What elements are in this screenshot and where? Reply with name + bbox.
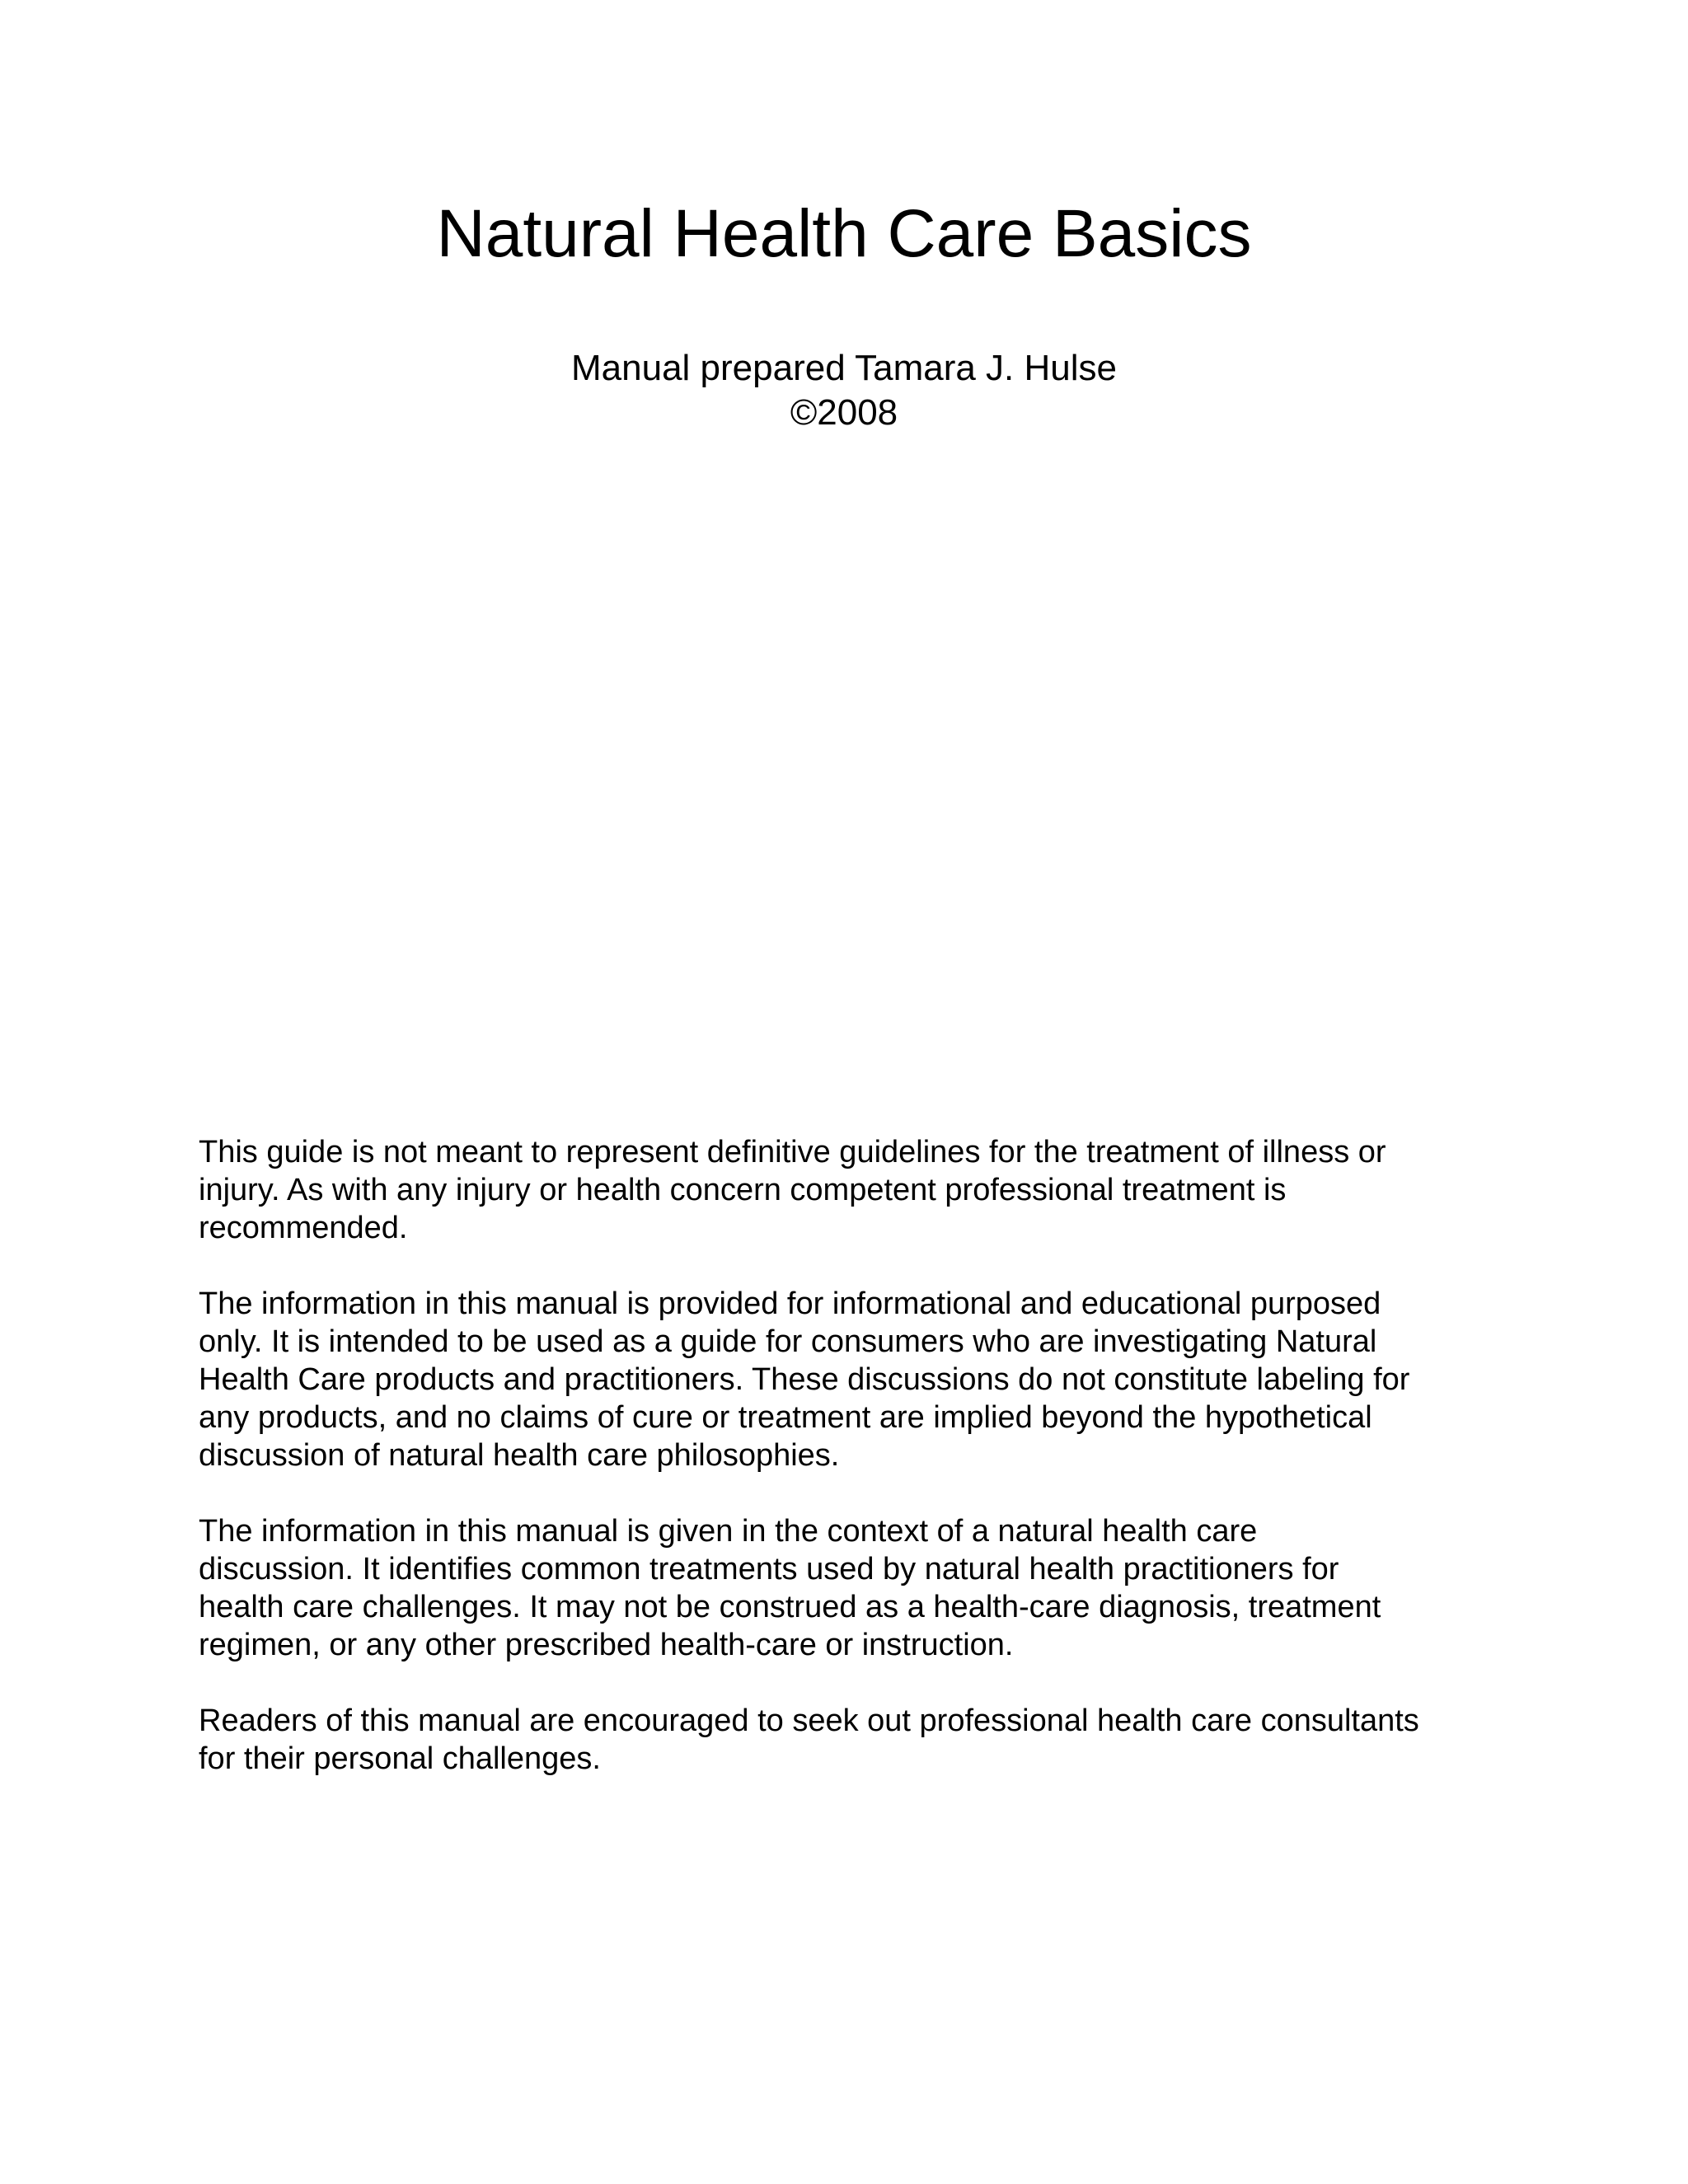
disclaimer-paragraph-3: The information in this manual is given in the context of a natural health care discussion. It identifies common treatments used by natural health practitioners for health care challenges. It may not be construed as a health-care diagnosis, treatment regimen, or any other prescribed health-care or instruction. (199, 1514, 1381, 1662)
author-block (0, 346, 1688, 435)
copyright-line: ©2008 (790, 392, 898, 433)
disclaimer-section (199, 1133, 1517, 1816)
document-title: Natural Health Care Basics (436, 196, 1252, 271)
disclaimer-paragraph-1: This guide is not meant to represent definitive guidelines for the treatment of illness or injury. As with any injury or health concern competent professional treatment is recommended. (199, 1135, 1386, 1245)
disclaimer-paragraph-4: Readers of this manual are encouraged to seek out professional health care consultants for their personal challenges. (199, 1704, 1419, 1776)
disclaimer-paragraph-2: The information in this manual is provided for informational and educational purposed only. It is intended to be used as a guide for consumers who are investigating Natural Health Care products and practitioners. These discussions do not constitute labeling for any products, and no claims of cure or treatment are implied beyond the hypothetical discussion of natural health care philosophies. (199, 1286, 1410, 1473)
author-line: Manual prepared Tamara J. Hulse (571, 348, 1117, 388)
